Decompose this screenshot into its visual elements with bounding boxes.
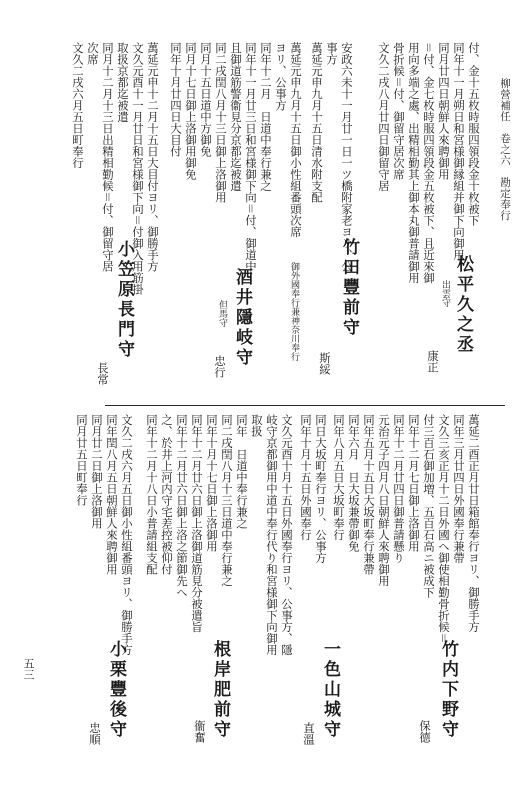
text-line: 文久二戌六月五日御小性組番頭ヨリ、御勝手方	[120, 414, 134, 656]
official-given-name: 保德	[418, 720, 432, 743]
official-name: 松平久之丞	[453, 255, 473, 355]
official-given-name: 忠行	[213, 355, 227, 378]
text-line: 同月廿五日町奉行	[75, 414, 89, 506]
text-line: 萬延元申十二月十五日大目付ヨリ、御勝手方	[146, 42, 160, 272]
official-name: 一色山城守	[320, 640, 340, 740]
text-line: 岐守京都御用中道中奉行代り和宮様御下向御用	[265, 414, 279, 656]
official-given-name: 忠順	[88, 722, 102, 745]
text-line: 付、金十五枚時服四領段金十枚被下	[467, 42, 481, 226]
text-line: 同月廿四日朝鮮人來聘御用	[437, 42, 451, 180]
page-number: 五三	[22, 658, 35, 680]
text-line: 同年十一月廿三日和宮様御下向＝付、御道中	[244, 42, 258, 272]
section-divider	[105, 405, 505, 406]
text-line: 萬延二酉正月廿日箱館奉行ヨリ、御勝手方	[467, 414, 481, 633]
running-head: 柳營補任 卷之六 勘定奉行	[499, 78, 511, 221]
text-line: 同年十月十七日御上洛御用	[205, 414, 219, 552]
text-line: 同年十一月朔日和宮様御縁組并御下向御用	[452, 42, 466, 261]
official-alias: 但馬守	[217, 300, 227, 327]
official-given-name: 長常	[96, 362, 110, 385]
text-line: 同年十二月廿六日御上洛之節御先へ	[175, 414, 189, 598]
text-line: 且御道筋警衞見分京都迄被遣	[229, 42, 243, 192]
text-line: 元治元子四月八日朝鮮人來聘御用	[377, 414, 391, 587]
text-line: 同年三月廿四日外國奉行兼帶	[452, 414, 466, 564]
inline-note: 御外國奉行兼神奈川奉行	[289, 262, 299, 361]
text-line: 文久二戌六月五日町奉行	[71, 42, 85, 169]
text-line: 同年八月五日大坂町奉行	[332, 414, 346, 541]
text-line: 同年十月十五日外國奉行	[299, 414, 313, 541]
text-line: 同月十二月十三日出精相勤候＝付、御留守居	[101, 42, 115, 272]
official-name: 根岸肥前守	[210, 640, 230, 740]
text-line: 文久二戌八月廿四日御留守居	[377, 42, 391, 192]
text-line: 萬延元申九月十五日御小性組番頭次席	[289, 42, 303, 238]
official-given-name: 衞奮	[193, 720, 207, 743]
text-line: 骨折候＝付、御留守居次席	[392, 42, 406, 180]
text-line: 同日大坂町奉行ヨリ、公事方	[314, 414, 328, 564]
text-line: 取扱京都迄被遣	[116, 42, 130, 123]
text-line: 同年十月廿四日大目付	[169, 42, 183, 157]
official-given-name: 康正	[426, 350, 440, 373]
text-line: ＝付、金七枚時服四領段金五枚被下、且近來御	[422, 42, 436, 284]
text-line: 付三百石御加増、五百石高ニ被成下	[422, 414, 436, 598]
text-line: 之、於井上河内守宅差控被仰付	[160, 414, 174, 575]
text-line: 同年 日道中奉行兼之	[235, 414, 249, 529]
text-line: 同月廿二日御上洛御用	[90, 414, 104, 529]
text-line: 取扱	[250, 414, 264, 437]
text-line: 萬延元申九月十五日清水附支配	[310, 42, 324, 203]
text-line: 文久元酉十一月廿日和宮様御下向＝付御入用筋掛	[131, 42, 145, 295]
official-given-name: 斯綏	[318, 352, 332, 375]
text-line: 文久元酉十月十五日外國奉行ヨリ、公事方、隱	[280, 414, 294, 656]
text-line: 安政六未十一月廿一日一ツ橋附家老ヨリ、公	[340, 42, 354, 272]
text-line: 同年六月 日大坂兼帶御免	[347, 414, 361, 552]
text-line: 用向多端之處、出精相勤其上御本丸御普請御用	[407, 42, 421, 284]
text-line: 同年五月十五日大坂町奉行兼帶	[362, 414, 376, 575]
text-line: ヨリ、公事方	[274, 42, 288, 111]
text-line: 同年十二月 日道中奉行兼之	[259, 42, 273, 192]
text-line: 同年十二月十八日小普請組支配	[145, 414, 159, 575]
text-line: 同二戌閏八月十三日御上洛御用	[214, 42, 228, 203]
text-line: 事方	[325, 42, 339, 65]
official-name: 竹田豐前守	[339, 238, 359, 338]
text-line: 文久三亥正月十二日外國へ御使相勤骨折候＝	[437, 414, 451, 644]
official-alias: 出雲守	[440, 280, 450, 307]
official-name: 酒井隱岐守	[232, 268, 252, 368]
text-line: 同年十二月七日御上洛御用	[407, 414, 421, 552]
text-line: 同二戌閏八月十三日道中奉行兼之	[220, 414, 234, 587]
official-name: 竹内下野守	[438, 640, 458, 740]
text-line: 同年十二月廿四日御普請懸り	[392, 414, 406, 564]
text-line: 同月十七日御上洛御用御免	[184, 42, 198, 180]
official-name: 小栗豐後守	[106, 640, 126, 740]
text-line: 次席	[86, 42, 100, 65]
text-line: 同月十五日道中方御免	[199, 42, 213, 157]
official-given-name: 直溫	[302, 722, 316, 745]
text-line: 同年閏八月五日朝鮮人來聘御用	[105, 414, 119, 575]
text-line: 同年十二月廿六日御上洛御道筋見分被遣旨	[190, 414, 204, 633]
official-name: 小笠原長門守	[114, 240, 134, 360]
